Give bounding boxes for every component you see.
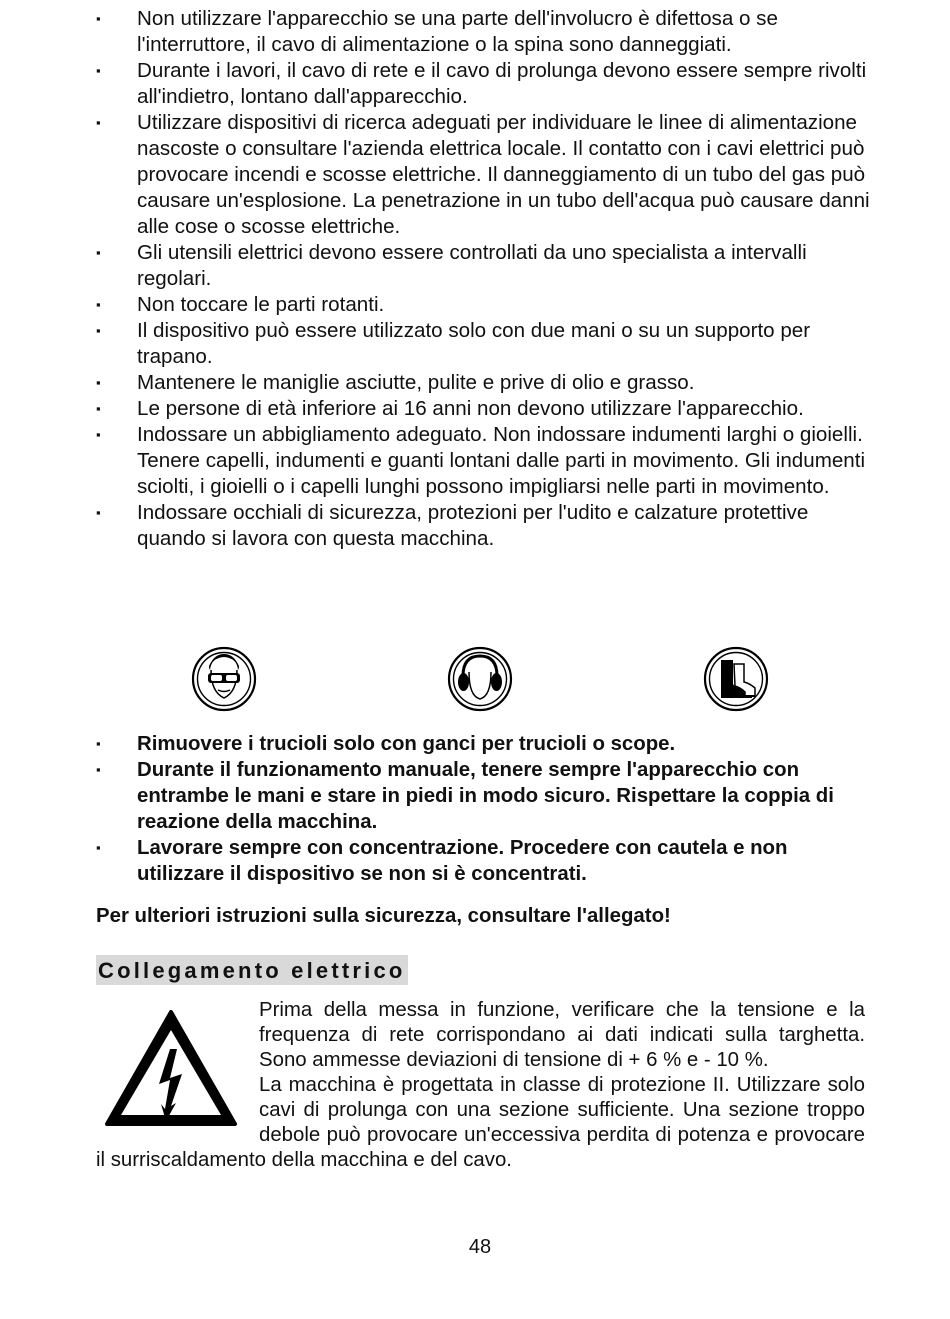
- page-number: 48: [468, 1236, 492, 1258]
- paragraph: La macchina è progettata in classe di protezione II. Utilizzare solo cavi di prolunga con una sezione sufficiente. Una sezione troppo debole può provocare un'eccessiva perdita di potenza e provocare il surriscaldamento della macchina e del cavo.: [96, 1074, 865, 1171]
- ppe-pictograms: [0, 646, 950, 716]
- list-item: ▪ Indossare un abbigliamento adeguato. Non indossare indumenti larghi o gioielli. Tenere capelli, indumenti e guanti lontani dalle parti in movimento. Gli indumenti sciolti, i gioielli o i capelli lunghi possono impigliarsi nelle parti in movimento.: [96, 423, 866, 498]
- safety-goggles-icon: [191, 646, 257, 712]
- electrical-connection-text: [96, 998, 865, 1173]
- bullet-marker: ▪: [96, 245, 101, 260]
- icon-spacer: [96, 998, 259, 1148]
- bullet-marker: ▪: [96, 297, 101, 312]
- list-item: ▪ Le persone di età inferiore ai 16 anni non devono utilizzare l'apparecchio.: [96, 397, 804, 420]
- bullet-marker: ▪: [96, 11, 101, 26]
- section-heading: Collegamento elettrico: [96, 955, 408, 985]
- list-item: ▪ Durante i lavori, il cavo di rete e il cavo di prolunga devono essere sempre rivolti all'indietro, lontano dall'apparecchio.: [96, 59, 867, 108]
- paragraph: Prima della messa in funzione, verificare che la tensione e la frequenza di rete corrispondano ai dati indicati sulla targhetta. Sono ammesse deviazioni di tensione di + 6 % e - 10 %.: [259, 999, 865, 1071]
- list-item: ▪ Mantenere le maniglie asciutte, pulite e prive di olio e grasso.: [96, 371, 695, 394]
- bullet-marker: ▪: [96, 63, 101, 78]
- bullet-marker: ▪: [96, 736, 101, 751]
- safety-boots-icon: [703, 646, 769, 712]
- list-item: ▪ Rimuovere i trucioli solo con ganci per trucioli o scope.: [96, 733, 676, 755]
- safety-instructions-list: [96, 6, 876, 552]
- list-item: ▪ Gli utensili elettrici devono essere controllati da uno specialista a intervalli regolari.: [96, 241, 807, 290]
- bullet-marker: ▪: [96, 115, 101, 130]
- ear-protection-icon: [447, 646, 513, 712]
- bullet-marker: ▪: [96, 401, 101, 416]
- list-item: ▪ Utilizzare dispositivi di ricerca adeguati per individuare le linee di alimentazione nascoste o consultare l'azienda elettrica locale. Il contatto con i cavi elettrici può provocare incendi e scosse elettriche. Il danneggiamento di un tubo del gas può causare un'esplosione. La penetrazione in un tubo dell'acqua può causare danni alle cose o scosse elettriche.: [96, 111, 870, 238]
- bullet-marker: ▪: [96, 505, 101, 520]
- bullet-marker: ▪: [96, 375, 101, 390]
- list-item: ▪ Indossare occhiali di sicurezza, protezioni per l'udito e calzature protettive quando si lavora con questa macchina.: [96, 501, 809, 550]
- bullet-marker: ▪: [96, 762, 101, 777]
- bullet-marker: ▪: [96, 427, 101, 442]
- bullet-marker: ▪: [96, 840, 101, 855]
- further-instructions-note: Per ulteriori istruzioni sulla sicurezza, consultare l'allegato!: [96, 905, 671, 927]
- list-item: ▪ Non utilizzare l'apparecchio se una parte dell'involucro è difettosa o se l'interruttore, il cavo di alimentazione o la spina sono danneggiati.: [96, 7, 778, 56]
- list-item: ▪ Non toccare le parti rotanti.: [96, 293, 385, 316]
- list-item: ▪ Lavorare sempre con concentrazione. Procedere con cautela e non utilizzare il dispositivo se non si è concentrati.: [96, 837, 788, 885]
- bold-instructions-list: [96, 731, 876, 887]
- bullet-marker: ▪: [96, 323, 101, 338]
- list-item: ▪ Il dispositivo può essere utilizzato solo con due mani o su un supporto per trapano.: [96, 319, 811, 368]
- list-item: ▪ Durante il funzionamento manuale, tenere sempre l'apparecchio con entrambe le mani e stare in piedi in modo sicuro. Rispettare la coppia di reazione della macchina.: [96, 759, 834, 833]
